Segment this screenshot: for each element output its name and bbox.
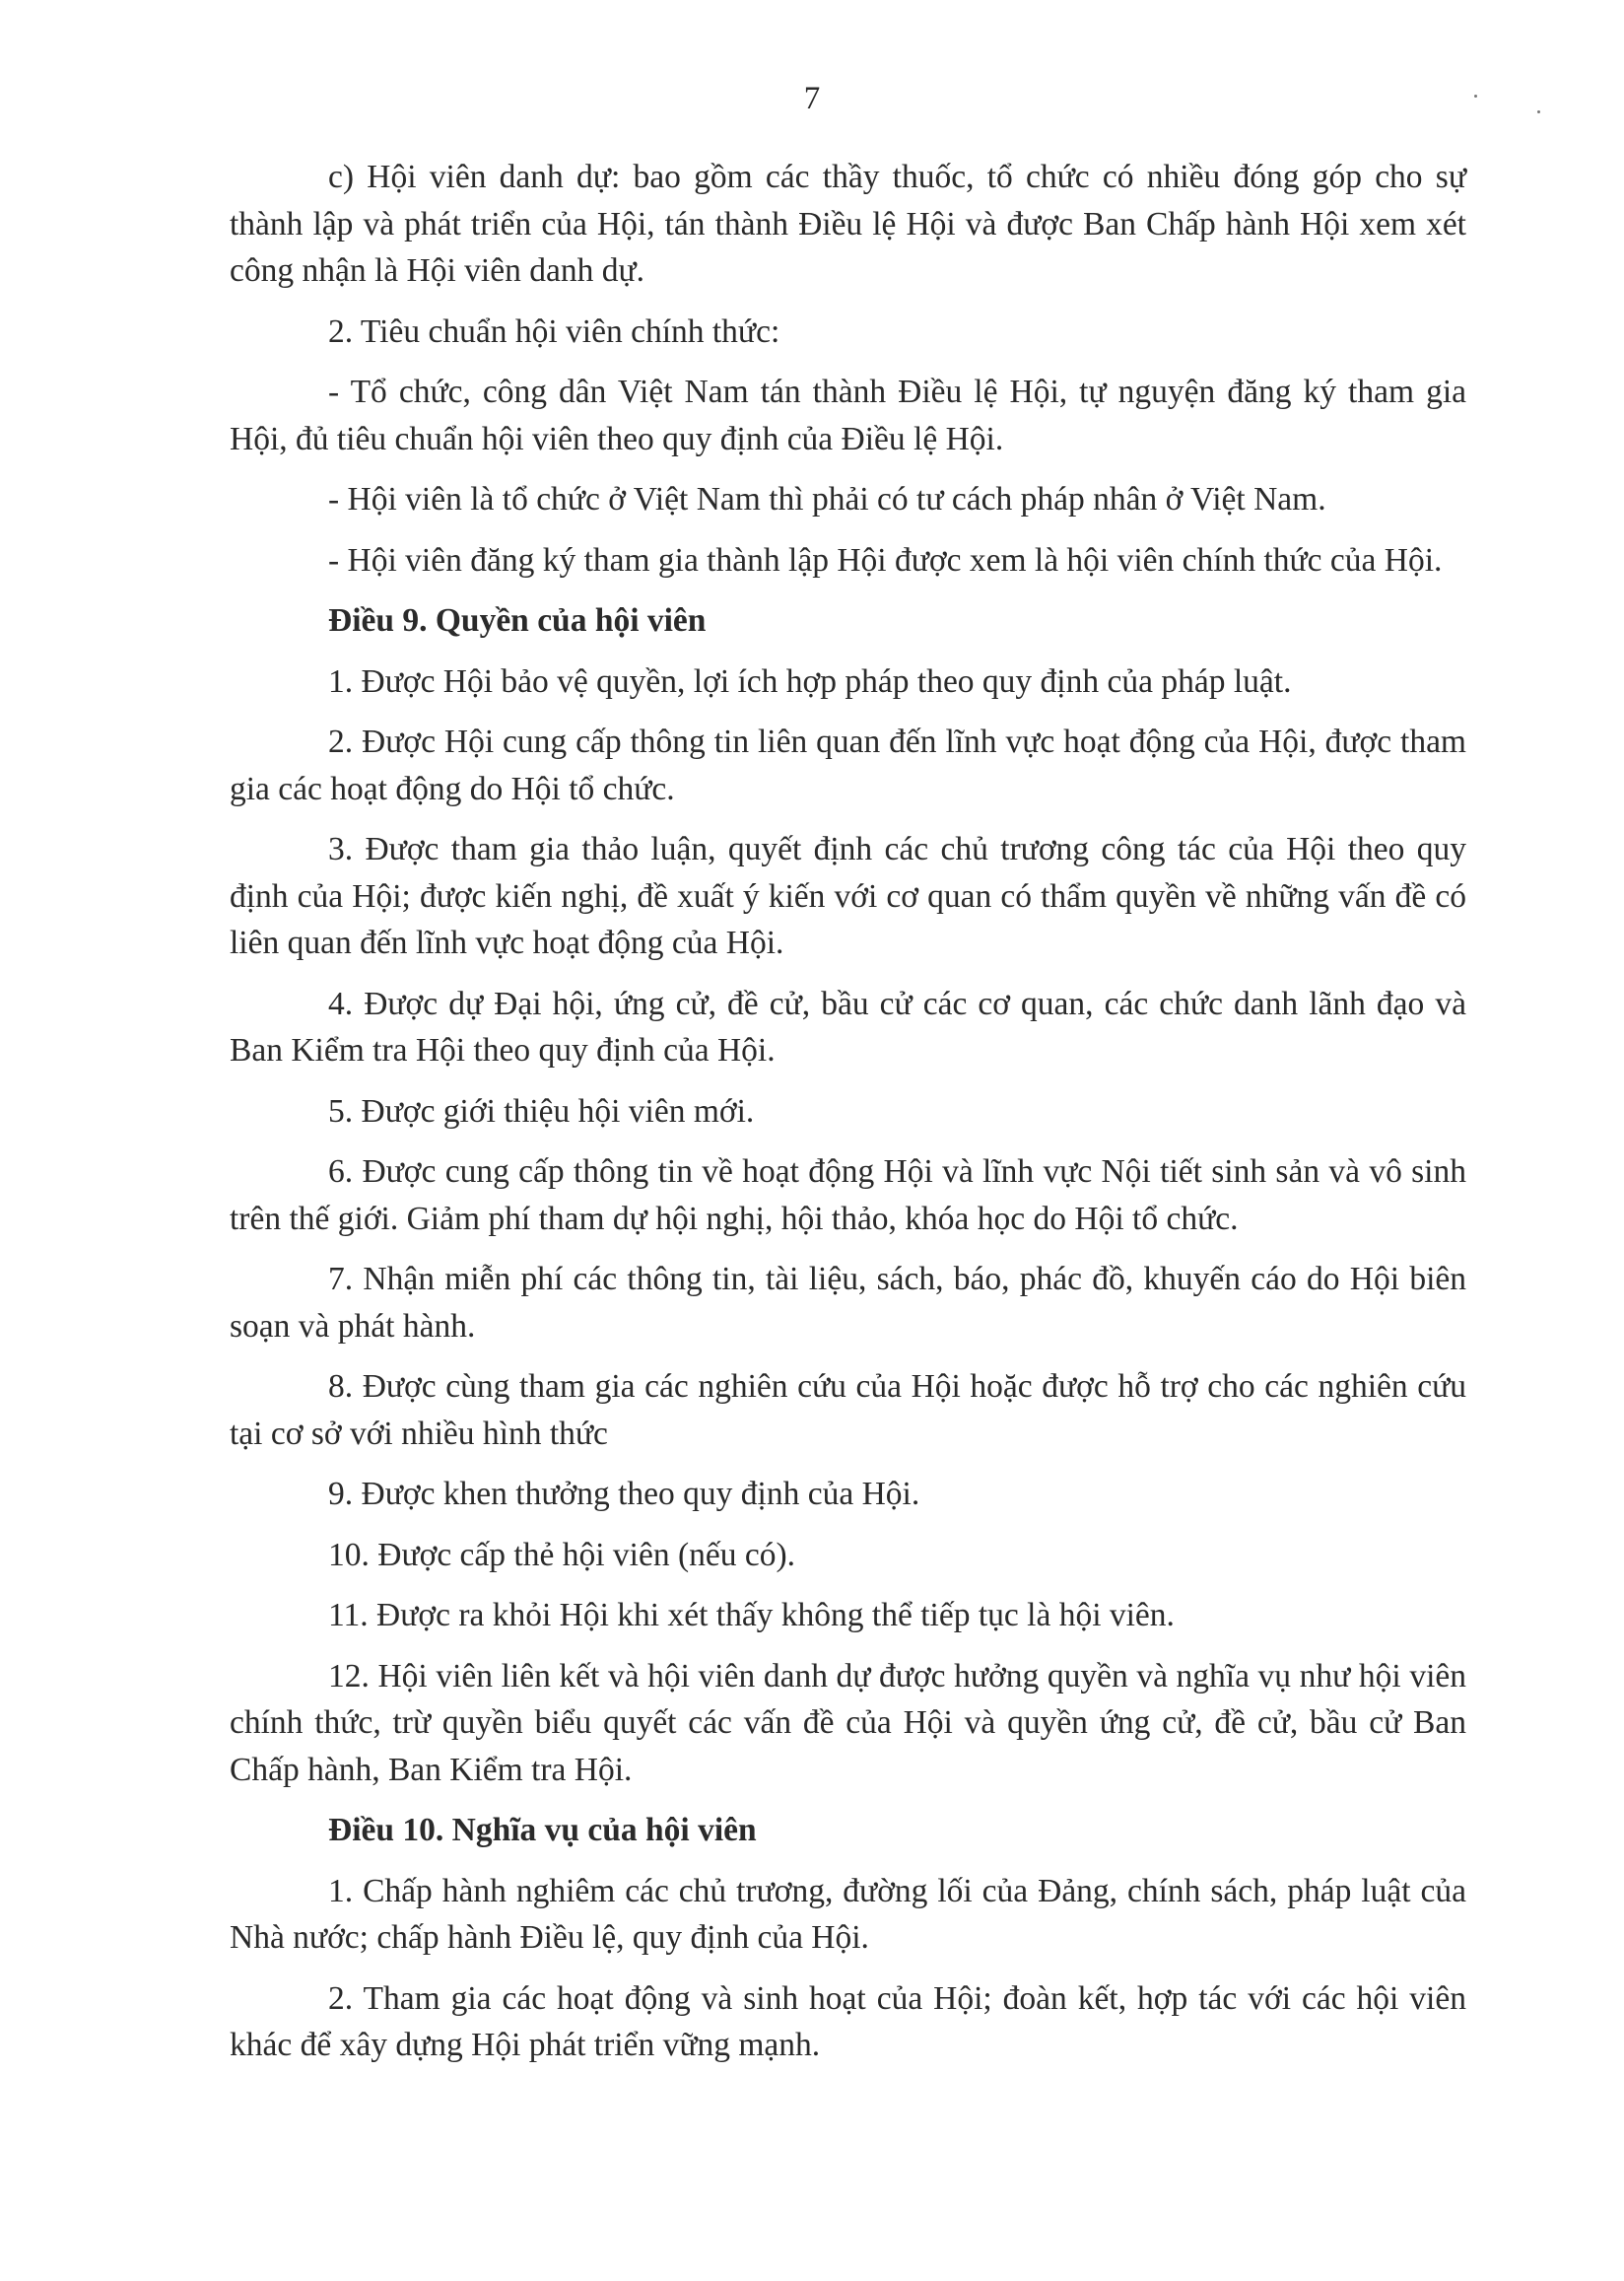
- paragraph-right-3: 3. Được tham gia thảo luận, quyết định các chủ trương công tác của Hội theo quy định của Hội; được kiến nghị, đề xuất ý kiến với cơ quan có thẩm quyền về những vấn đề có liên quan đến lĩnh vực hoạt động của Hội.: [230, 831, 1466, 961]
- paragraph-right-11: 11. Được ra khỏi Hội khi xét thấy không thể tiếp tục là hội viên.: [328, 1597, 1175, 1633]
- paragraph-criteria-citizens: - Tổ chức, công dân Việt Nam tán thành Điều lệ Hội, tự nguyện đăng ký tham gia Hội, đủ tiêu chuẩn hội viên theo quy định của Điều lệ Hội.: [230, 374, 1466, 457]
- scan-speck: [1474, 95, 1477, 98]
- paragraph-criteria-founding-members: - Hội viên đăng ký tham gia thành lập Hội được xem là hội viên chính thức của Hội.: [328, 541, 1443, 579]
- document-body: [230, 154, 1466, 2083]
- heading-article-9: Điều 9. Quyền của hội viên: [328, 602, 707, 639]
- paragraph-duty-1: 1. Chấp hành nghiêm các chủ trương, đường lối của Đảng, chính sách, pháp luật của Nhà nước; chấp hành Điều lệ, quy định của Hội.: [230, 1872, 1466, 1956]
- paragraph-right-6: 6. Được cung cấp thông tin về hoạt động Hội và lĩnh vực Nội tiết sinh sản và vô sinh trên thế giới. Giảm phí tham dự hội nghị, hội thảo, khóa học do Hội tổ chức.: [230, 1153, 1466, 1237]
- paragraph-right-1: 1. Được Hội bảo vệ quyền, lợi ích hợp pháp theo quy định của pháp luật.: [328, 662, 1292, 700]
- paragraph-right-8: 8. Được cùng tham gia các nghiên cứu của Hội hoặc được hỗ trợ cho các nghiên cứu tại cơ sở với nhiều hình thức: [230, 1368, 1466, 1452]
- paragraph-right-2: 2. Được Hội cung cấp thông tin liên quan đến lĩnh vực hoạt động của Hội, được tham gia các hoạt động do Hội tổ chức.: [230, 724, 1466, 807]
- scan-speck: [1537, 110, 1540, 113]
- paragraph-right-9: 9. Được khen thưởng theo quy định của Hội.: [328, 1476, 920, 1512]
- paragraph-right-12: 12. Hội viên liên kết và hội viên danh dự được hưởng quyền và nghĩa vụ như hội viên chính thức, trừ quyền biểu quyết các vấn đề của Hội và quyền ứng cử, đề cử, bầu cử Ban Chấp hành, Ban Kiểm tra Hội.: [230, 1657, 1466, 1788]
- paragraph-right-5: 5. Được giới thiệu hội viên mới.: [328, 1092, 755, 1130]
- page-number: 7: [803, 81, 821, 116]
- paragraph-honorary-member: c) Hội viên danh dự: bao gồm các thầy thuốc, tổ chức có nhiều đóng góp cho sự thành lập và phát triển của Hội, tán thành Điều lệ Hội và được Ban Chấp hành Hội xem xét công nhận là Hội viên danh dự.: [230, 159, 1466, 289]
- paragraph-right-10: 10. Được cấp thẻ hội viên (nếu có).: [328, 1536, 796, 1573]
- heading-article-10: Điều 10. Nghĩa vụ của hội viên: [328, 1812, 757, 1848]
- paragraph-official-member-criteria: 2. Tiêu chuẩn hội viên chính thức:: [328, 312, 780, 350]
- paragraph-criteria-organizations: - Hội viên là tổ chức ở Việt Nam thì phải có tư cách pháp nhân ở Việt Nam.: [328, 481, 1326, 518]
- paragraph-right-4: 4. Được dự Đại hội, ứng cử, đề cử, bầu cử các cơ quan, các chức danh lãnh đạo và Ban Kiểm tra Hội theo quy định của Hội.: [230, 985, 1466, 1069]
- paragraph-duty-2: 2. Tham gia các hoạt động và sinh hoạt của Hội; đoàn kết, hợp tác với các hội viên khác để xây dựng Hội phát triển vững mạnh.: [230, 1979, 1466, 2063]
- paragraph-right-7: 7. Nhận miễn phí các thông tin, tài liệu, sách, báo, phác đồ, khuyến cáo do Hội biên soạn và phát hành.: [230, 1261, 1466, 1345]
